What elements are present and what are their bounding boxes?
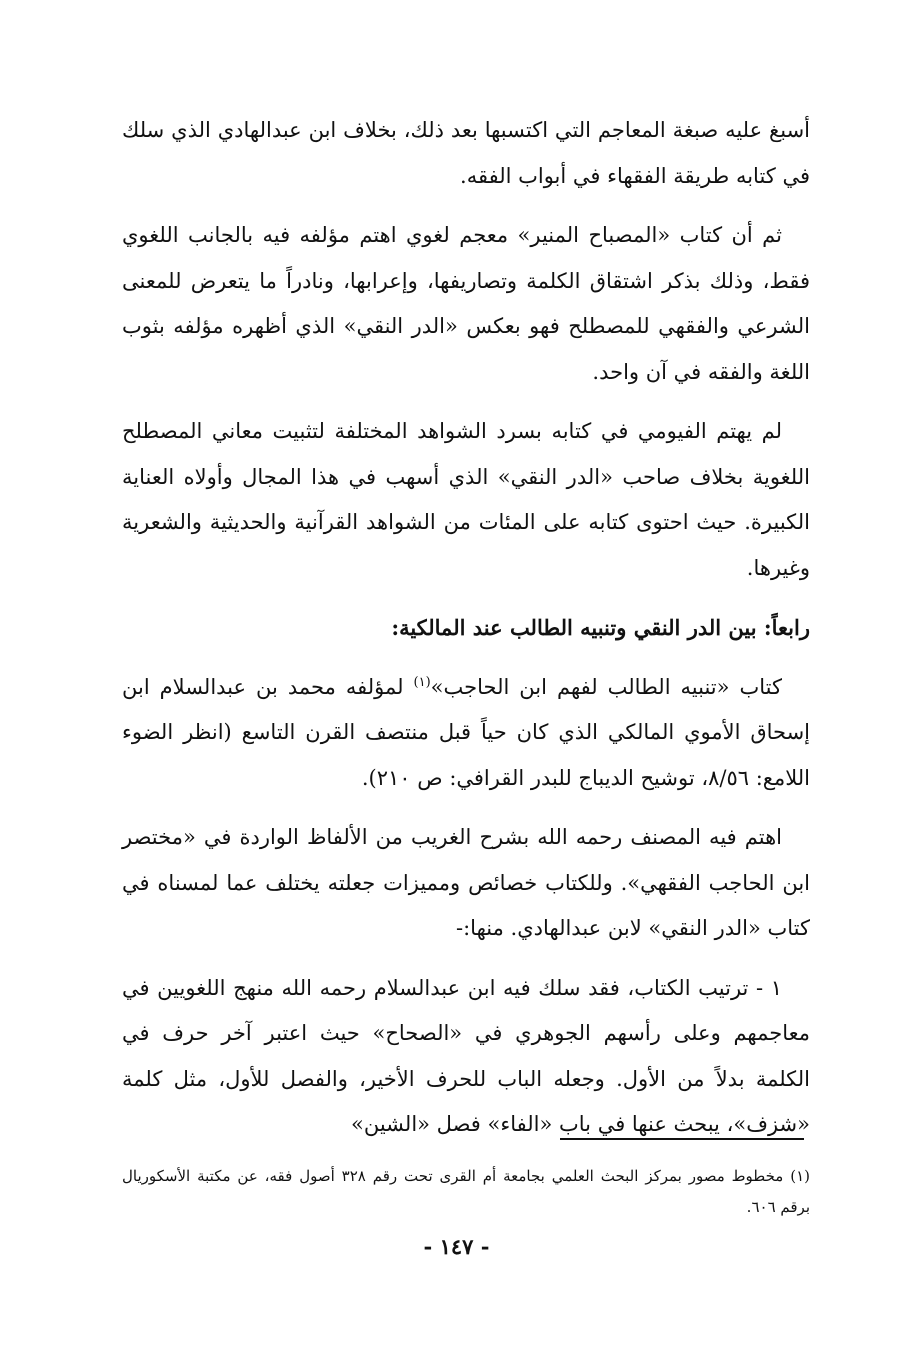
paragraph-3: لم يهتم الفيومي في كتابه بسرد الشواهد المختلفة لتثبيت معاني المصطلح اللغوية بخلاف صاحب «الدر النقي» الذي أسهب في هذا المجال وأولاه العناية الكبيرة. حيث احتوى كتابه على المئات من الشواهد القرآنية والحديثية والشعرية وغيرها. — [122, 419, 810, 580]
paragraph-2: ثم أن كتاب «المصباح المنير» معجم لغوي اهتم مؤلفه فيه بالجانب اللغوي فقط، وذلك بذكر اشتقاق الكلمة وتصاريفها، وإعرابها، ونادراً ما يتعرض للمعنى الشرعي والفقهي للمصطلح فهو بعكس «الدر النقي» الذي أظهره مؤلفه بثوب اللغة والفقه في آن واحد. — [122, 223, 810, 384]
paragraph-4 — [122, 665, 810, 802]
paragraph-1: أسبغ عليه صبغة المعاجم التي اكتسبها بعد ذلك، بخلاف ابن عبدالهادي الذي سلك في كتابه طريقة الفقهاء في أبواب الفقه. — [122, 118, 810, 188]
footnote-text: (١) مخطوط مصور بمركز البحث العلمي بجامعة أم القرى تحت رقم ٣٢٨ أصول فقه، عن مكتبة الأسكوريال برقم ٦٠٦. — [122, 1167, 810, 1216]
footnote-divider — [560, 1138, 804, 1140]
paragraph-5: اهتم فيه المصنف رحمه الله بشرح الغريب من الألفاظ الواردة في «مختصر ابن الحاجب الفقهي». وللكتاب خصائص ومميزات جعلته يختلف عما لمسناه في كتاب «الدر النقي» لابن عبدالهادي. منها:- — [122, 825, 810, 940]
page-body — [122, 108, 810, 1162]
footnote-reference[interactable]: (١) — [413, 674, 431, 690]
page-number: - ١٤٧ - — [423, 1234, 490, 1259]
paragraph-4-text-end: لمؤلفه محمد بن عبدالسلام ابن إسحاق الأموي المالكي الذي كان حياً قبل منتصف القرن التاسع (انظر الضوء اللامع: ٨/٥٦، توشيح الديباج للبدر القرافي: ص ٢١٠). — [122, 674, 810, 790]
section-heading: رابعاً: بين الدر النقي وتنبيه الطالب عند المالكية: — [391, 615, 810, 640]
paragraph-6: ١ - ترتيب الكتاب، فقد سلك فيه ابن عبدالسلام رحمه الله منهج اللغويين في معاجمهم وعلى رأسهم الجوهري في «الصحاح» حيث اعتبر آخر حرف في الكلمة بدلاً من الأول. وجعله الباب للحرف الأخير، والفصل للأول، مثل كلمة «شزف»، يبحث عنها في باب «الفاء» فصل «الشين» — [122, 975, 810, 1136]
paragraph-4-text-start: كتاب «تنبيه الطالب لفهم ابن الحاجب» — [430, 674, 782, 699]
